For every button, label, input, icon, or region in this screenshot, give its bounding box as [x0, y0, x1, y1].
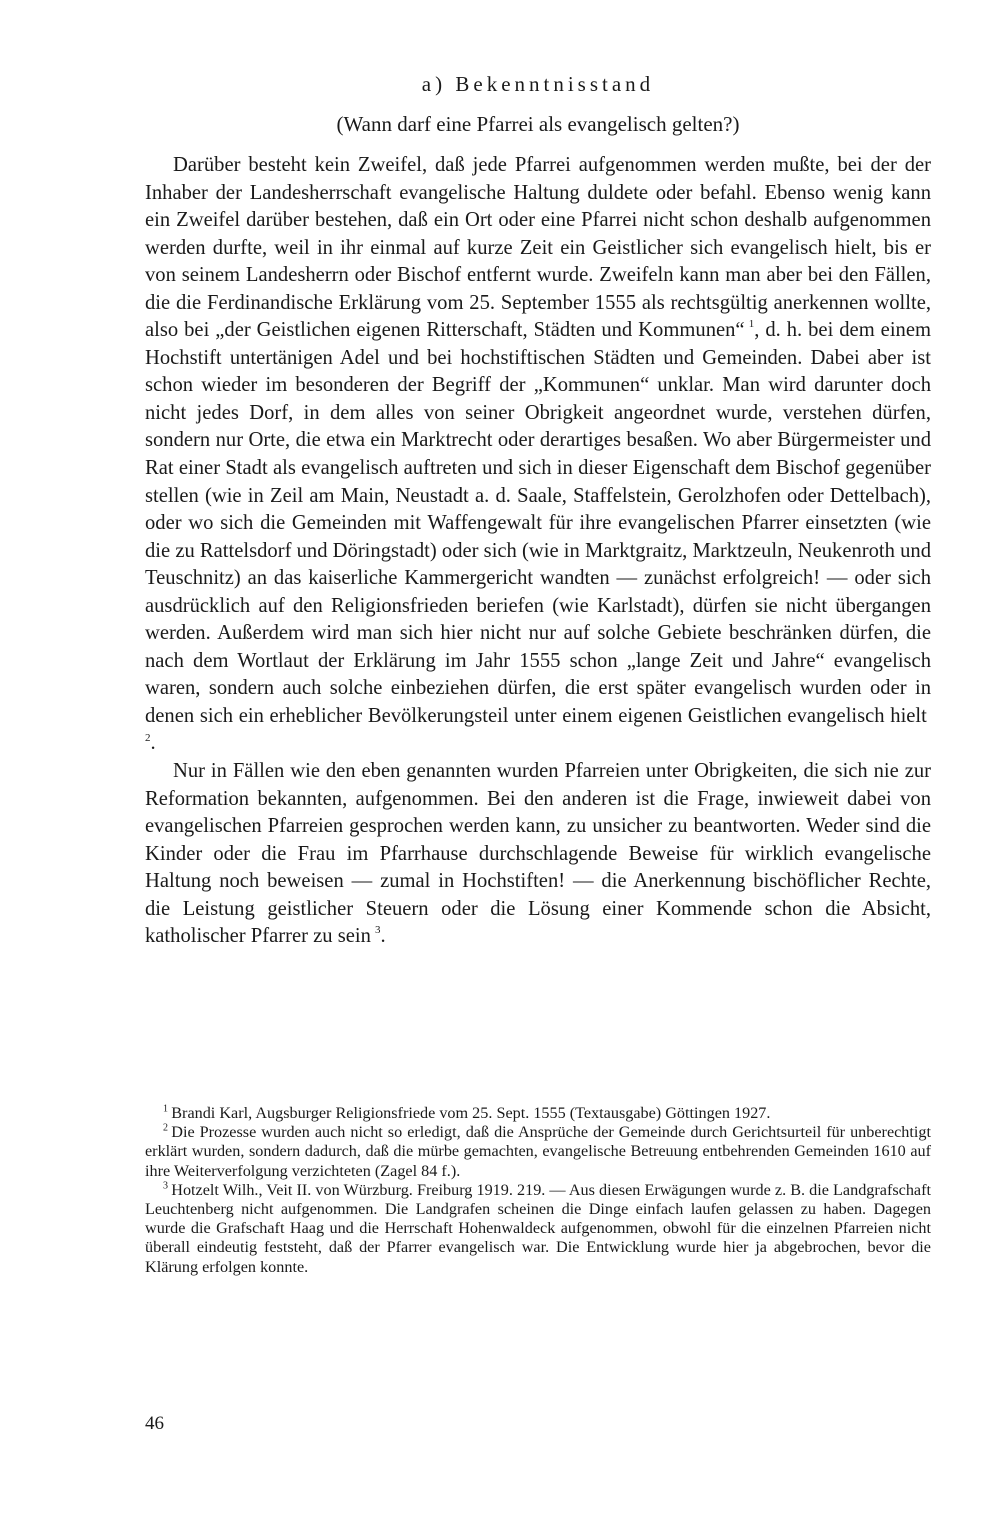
paragraph-1-text-c: .: [150, 732, 156, 755]
body-text: [145, 152, 931, 951]
paragraph-2: [145, 758, 931, 951]
paragraph-1: [145, 152, 931, 758]
footnote-2: [145, 1123, 931, 1181]
paragraph-1-text-b: , d. h. bei dem einem Hochstift untertänigen Adel und bei hochstiftischen Städten und Gemeinden. Dabei aber ist schon wieder im besonderen der Begriff der „Kommunen“ unklar. Man wird darunter doch nicht jedes Dorf, in dem alles von seiner Obrigkeit angeordnet wurde, verstehen dürfen, sondern nur Orte, die etwa ein Marktrecht oder derartiges besaßen. Wo aber Bürgermeister und Rat einer Stadt als evangelisch auftreten und sich in dieser Eigenschaft dem Bischof gegenüber stellen (wie in Zeil am Main, Neustadt a. d. Saale, Staffelstein, Gerolzhofen oder Dettelbach), oder wo sich die Gemeinden mit Waffengewalt für ihre evangelischen Pfarrer einsetzten (wie die zu Rattelsdorf und Döringstadt) oder sich (wie in Marktgraitz, Marktzeuln, Neukenroth und Teuschnitz) an das kaiserliche Kammergericht wandten — zunächst erfolgreich! — oder sich ausdrücklich auf den Religionsfrieden beriefen (wie Karlstadt), dürfen sie nicht übergangen werden. Außerdem wird man sich hier nicht nur auf solche Gebiete beschränken dürfen, die nach dem Wortlaut der Erklärung im Jahr 1555 schon „lange Zeit und Jahre“ evangelisch waren, sondern auch solche einbeziehen dürfen, die erst später evangelisch wurden oder in denen sich ein erheblicher Bevölkerungsteil unter einem eigenen Geistlichen evangelisch hielt: [145, 319, 931, 727]
footnote-1-marker: 1: [163, 1103, 168, 1115]
paragraph-1-text-a: Darüber besteht kein Zweifel, daß jede Pfarrei aufgenommen werden mußte, bei der der Inhaber der Landesherrschaft evangelische Haltung duldete oder befahl. Ebenso wenig kann ein Zweifel darüber bestehen, daß ein Ort oder eine Pfarrei nicht schon deshalb aufgenommen werden durfte, weil in ihr einmal auf kurze Zeit ein Geistlicher sich evangelisch hielt, bis er von seinem Landesherrn oder Bischof entfernt wurde. Zweifeln kann man aber bei den Fällen, die die Ferdinandische Erklärung vom 25. September 1555 als rechtsgültig anerkennen wollte, also bei „der Geistlichen eigenen Ritterschaft, Städten und Kommunen“: [145, 154, 931, 342]
footnote-3-marker: 3: [163, 1180, 168, 1192]
footnote-3: [145, 1181, 931, 1277]
footnote-1: [145, 1104, 931, 1123]
paragraph-2-text-b: .: [380, 925, 386, 948]
footnote-2-marker: 2: [163, 1122, 168, 1134]
footnote-3-text: Hotzelt Wilh., Veit II. von Würzburg. Freiburg 1919. 219. — Aus diesen Erwägungen wurde z. B. die Landgrafschaft Leuchtenberg nicht aufgenommen. Die Landgrafen scheinen die Dinge einfach laufen gelassen zu haben. Dagegen wurde die Grafschaft Haag und die Herrschaft Hohenwaldeck aufgenommen, obwohl für die einzelnen Pfarreien nicht überall eindeutig feststeht, daß der Pfarrer evangelisch war. Die Entwicklung wurde hier ja abgebrochen, bevor die Klärung erfolgen konnte.: [145, 1180, 931, 1276]
footnotes: [145, 1104, 931, 1277]
page-number: 46: [145, 1413, 164, 1434]
footnote-ref-1: 1: [748, 318, 755, 331]
section-heading: a) Bekenntnisstand: [421, 72, 655, 96]
section-subheading: (Wann darf eine Pfarrei als evangelisch gelten?): [336, 112, 740, 136]
footnote-2-text: Die Prozesse wurden auch nicht so erledigt, daß die Ansprüche der Gemeinde durch Gerichtsurteil für unberechtigt erklärt wurden, sondern dadurch, daß die mürbe gemachten, evangelische Betreuung entbehrenden Gemeinden 1610 auf ihre Weiterverfolgung verzichteten (Zagel 84 f.).: [145, 1123, 931, 1180]
footnote-ref-2: 2: [145, 731, 151, 744]
paragraph-2-text-a: Nur in Fällen wie den eben genannten wurden Pfarreien unter Obrigkeiten, die sich nie zur Reformation bekannten, aufgenommen. Bei den anderen ist die Frage, inwieweit dabei von evangelischen Pfarreien gesprochen werden kann, zu unsicher zu beantworten. Weder sind die Kinder oder die Frau im Pfarrhause durchschlagende Beweise für wirklich evangelische Haltung noch beweisen — zumal in Hochstiften! — die Anerkennung bischöflicher Rechte, die Leistung geistlicher Steuern oder die Lösung einer Kommende schon die Absicht, katholischer Pfarrer zu sein: [145, 760, 931, 948]
footnote-ref-3: 3: [375, 924, 381, 937]
footnote-1-text: Brandi Karl, Augsburger Religionsfriede vom 25. Sept. 1555 (Textausgabe) Göttingen 1927.: [171, 1104, 771, 1122]
